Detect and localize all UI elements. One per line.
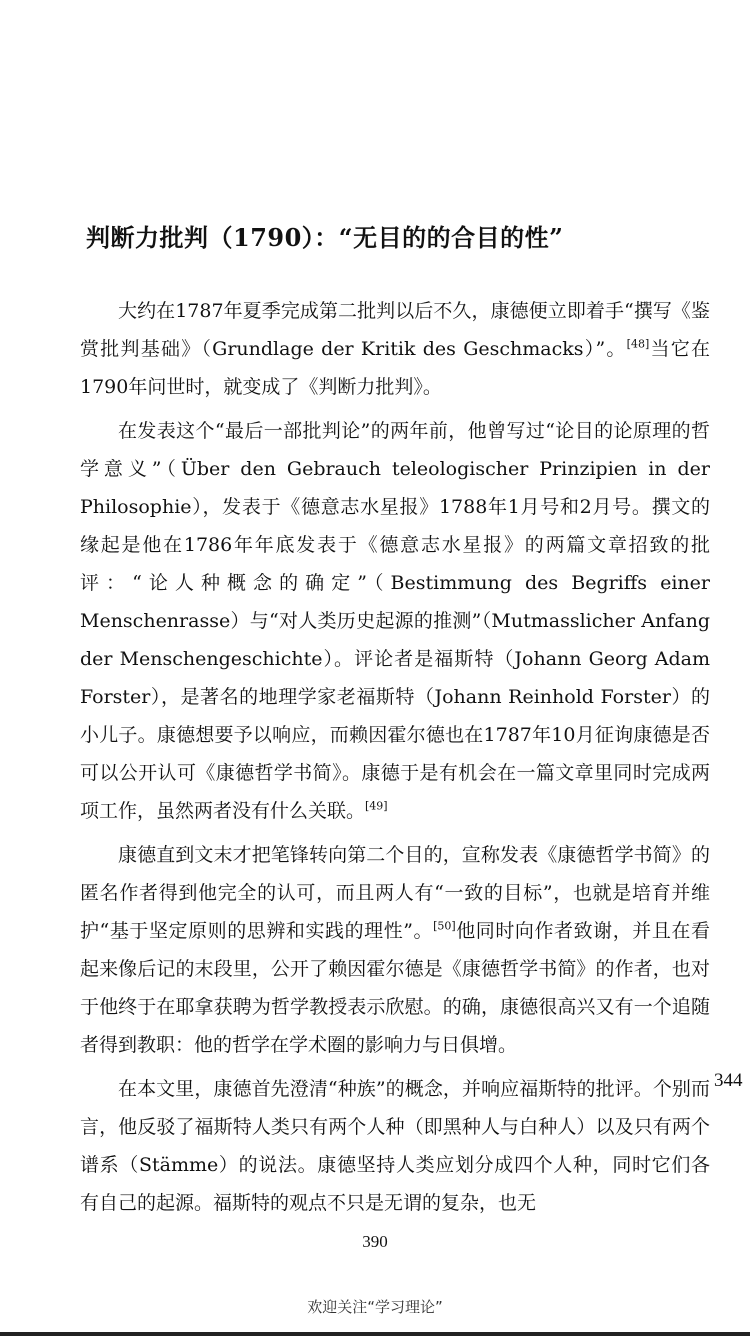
paragraph-text: 在发表这个“最后一部批判论”的两年前，他曾写过“论目的论原理的哲学意义”（Über den Gebrauch teleologischer Prinzipien in der Philosophie），发表于《德意志水星报》1788年1月号和2月号。撰文的缘起是他在1786年年底发表于《德意志水星报》的两篇文章招致的批评：“论人种概念的确定”（Bestimmung des Begriffs einer Menschenrasse）与“对人类历史起源的推测”（Mutmasslicher Anfang der Menschengeschichte）。评论者是福斯特（Johann Georg Adam Forster），是著名的地理学家老福斯特（Johann Reinhold Forster）的小儿子。康德想要予以响应，而赖因霍尔德也在1787年10月征询康德是否可以公开认可《康德哲学书简》。康德于是有机会在一篇文章里同时完成两项工作，虽然两者没有什么关联。: [80, 420, 710, 822]
paragraph-4: [80, 1070, 710, 1222]
paragraph-3: [80, 836, 710, 1064]
paragraph-tail: 他同时向作者致谢，并且在看起来像后记的末段里，公开了赖因霍尔德是《康德哲学书简》的作者，也对于他终于在耶拿获聘为哲学教授表示欣慰。的确，康德很高兴又有一个追随者得到教职：他的哲学在学术圈的影响力与日俱增。: [80, 920, 710, 1056]
footnote-ref: [49]: [365, 799, 388, 813]
paragraph-2: [80, 412, 710, 830]
paragraph-text: 大约在1787年夏季完成第二批判以后不久，康德便立即着手“撰写《鉴赏批判基础》（Grundlage der Kritik des Geschmacks）”。: [80, 300, 710, 360]
footnote-ref: [48]: [626, 337, 650, 351]
body-text: [80, 292, 710, 1228]
margin-page-number: 344: [714, 1070, 743, 1091]
page-number: 390: [362, 1232, 388, 1251]
paragraph-text: 在本文里，康德首先澄清“种族”的概念，并响应福斯特的批评。个别而言，他反驳了福斯特人类只有两个人种（即黑种人与白种人）以及只有两个谱系（Stämme）的说法。康德坚持人类应划分成四个人种，同时它们各有自己的起源。福斯特的观点不只是无谓的复杂，也无: [80, 1078, 710, 1214]
bottom-rule: [0, 1332, 750, 1336]
paragraph-tail: 当它在1790年问世时，就变成了《判断力批判》。: [80, 338, 710, 398]
section-heading: 判断力批判（1790）：“无目的的合目的性”: [86, 223, 564, 252]
paragraph-text: 康德直到文末才把笔锋转向第二个目的，宣称发表《康德哲学书简》的匿名作者得到他完全的认可，而且两人有“一致的目标”，也就是培育并维护“基于坚定原则的思辨和实践的理性”。: [80, 844, 710, 942]
paragraph-1: [80, 292, 710, 406]
footnote-ref: [50]: [433, 919, 456, 933]
footer-note: 欢迎关注“学习理论”: [307, 1298, 443, 1316]
